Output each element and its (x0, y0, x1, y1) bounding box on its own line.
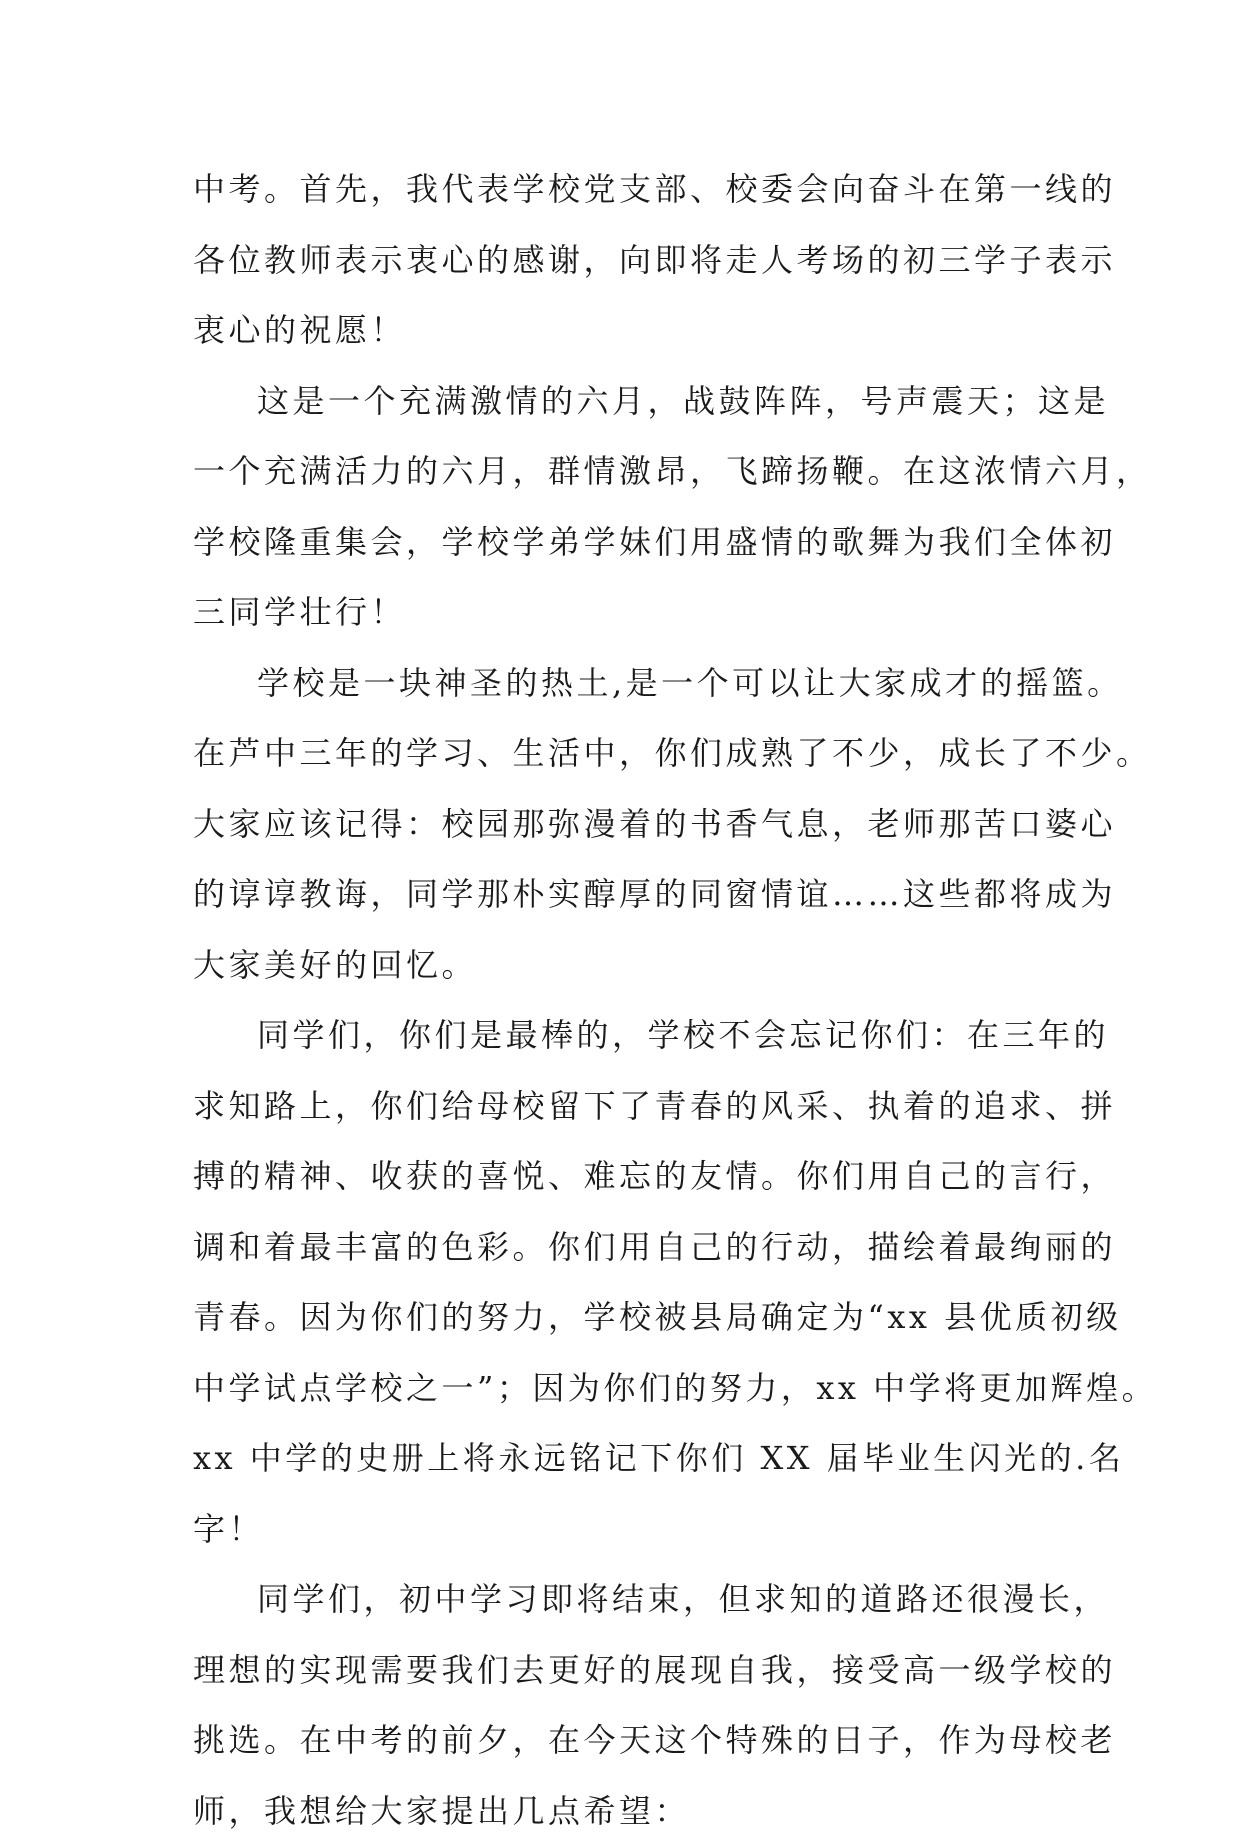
text-line: 字！ (193, 1494, 1053, 1565)
text-line: 中考。首先，我代表学校党支部、校委会向奋斗在第一线的 (193, 154, 1053, 225)
text-line: 在芦中三年的学习、生活中，你们成熟了不少，成长了不少。 (193, 718, 1053, 789)
text-line: 的谆谆教诲，同学那朴实醇厚的同窗情谊……这些都将成为 (193, 859, 1053, 930)
text-line: 大家应该记得：校园那弥漫着的书香气息，老师那苦口婆心 (193, 789, 1053, 860)
text-line: 衷心的祝愿！ (193, 295, 1053, 366)
paragraph-first-line: 学校是一块神圣的热土,是一个可以让大家成才的摇篮。 (193, 648, 1053, 719)
text-line: 大家美好的回忆。 (193, 930, 1053, 1001)
paragraph-first-line: 这是一个充满激情的六月，战鼓阵阵，号声震天；这是 (193, 366, 1053, 437)
text-line: xx 中学的史册上将永远铭记下你们 XX 届毕业生闪光的.名 (193, 1423, 1053, 1494)
text-line: 中学试点学校之一”；因为你们的努力，xx 中学将更加辉煌。 (193, 1353, 1053, 1424)
text-line: 搏的精神、收获的喜悦、难忘的友情。你们用自己的言行， (193, 1141, 1053, 1212)
paragraph-first-line: 同学们，你们是最棒的，学校不会忘记你们：在三年的 (193, 1000, 1053, 1071)
document-body (193, 154, 1053, 1846)
text-line: 一个充满活力的六月，群情激昂，飞蹄扬鞭。在这浓情六月， (193, 436, 1053, 507)
paragraph-first-line: 同学们，初中学习即将结束，但求知的道路还很漫长， (193, 1564, 1053, 1635)
text-line: 青春。因为你们的努力，学校被县局确定为“xx 县优质初级 (193, 1282, 1053, 1353)
text-line: 三同学壮行！ (193, 577, 1053, 648)
text-line: 师，我想给大家提出几点希望： (193, 1776, 1053, 1846)
text-line: 各位教师表示衷心的感谢，向即将走人考场的初三学子表示 (193, 225, 1053, 296)
text-line: 调和着最丰富的色彩。你们用自己的行动，描绘着最绚丽的 (193, 1212, 1053, 1283)
text-line: 求知路上，你们给母校留下了青春的风采、执着的追求、拼 (193, 1071, 1053, 1142)
text-line: 挑选。在中考的前夕，在今天这个特殊的日子，作为母校老 (193, 1705, 1053, 1776)
text-line: 理想的实现需要我们去更好的展现自我，接受高一级学校的 (193, 1635, 1053, 1706)
text-line: 学校隆重集会，学校学弟学妹们用盛情的歌舞为我们全体初 (193, 507, 1053, 578)
